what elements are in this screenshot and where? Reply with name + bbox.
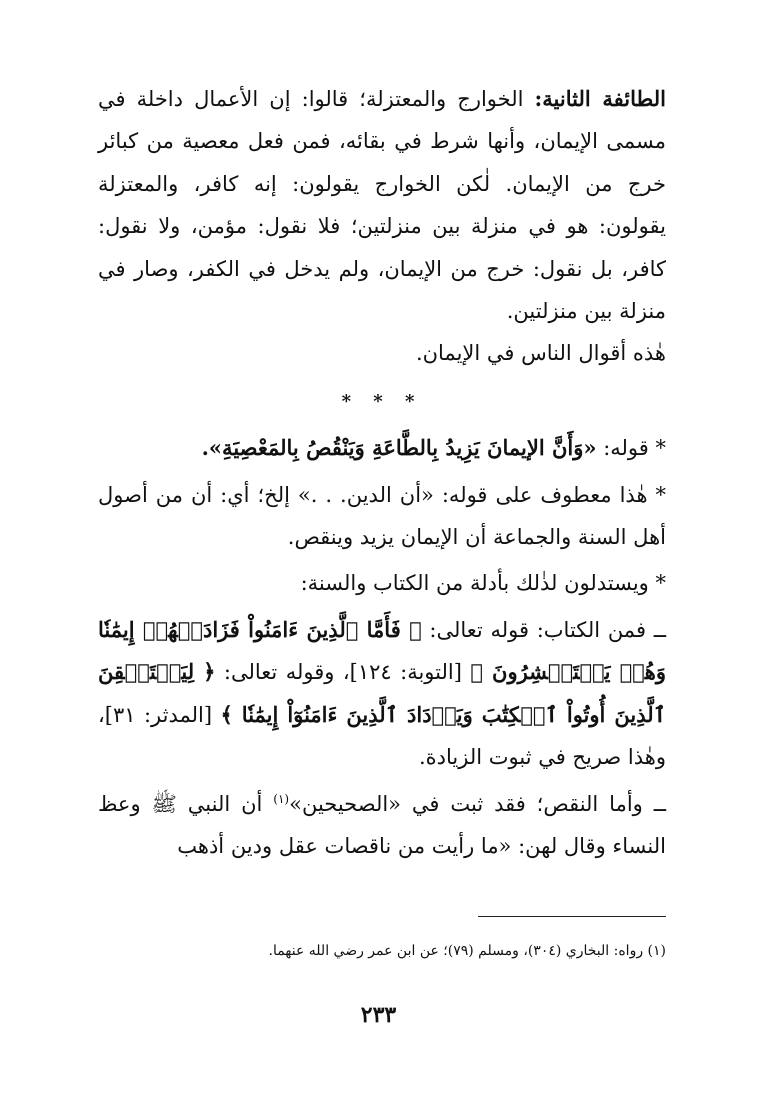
verse-muddaththir-ref: [المدثر: ٣١]، وهٰذا صريح في ثبوت الزيادة.	[98, 702, 666, 770]
footnote: (١) رواه: البخاري (٣٠٤)، ومسلم (٧٩)؛ عن ابن عمر رضي الله عنهما.	[268, 943, 666, 959]
paragraph-explanation: * هٰذا معطوف على قوله: «أن الدين. . .» إلخ؛ أي: أن من أصول أهل السنة والجماعة أن الإيمان يزيد وينقص.	[98, 482, 666, 550]
paragraph-label: الطائفة الثانية:	[534, 86, 666, 111]
paragraph-sunnah-evidence	[98, 783, 666, 868]
paragraph-quran-evidence	[98, 609, 666, 779]
sunnah-lead: ــ وأما النقص؛ فقد ثبت في «الصحيحين»	[289, 791, 667, 816]
footnote-reference[interactable]: (١)	[273, 791, 290, 806]
main-text	[98, 78, 666, 867]
matn-prefix: * قوله:	[596, 436, 666, 461]
verse-tawbah-ref: [التوبة: ١٢٤]، وقوله تعالى:	[215, 660, 471, 685]
sunnah-body: أن النبي ﷺ وعظ النساء وقال لهن: «ما رأيت من ناقصات عقل ودين أذهب	[98, 791, 666, 858]
matn-quote: «وَأَنَّ الإيمانَ يَزِيدُ بِالطَّاعَةِ وَيَنْقُصُ بِالمَعْصِيَةِ».	[201, 435, 597, 461]
paragraph-body: الخوارج والمعتزلة؛ قالوا: إن الأعمال داخلة في مسمى الإيمان، وأنها شرط في بقائه، فمن فعل معصية من كبائر خرج من الإيمان. لٰكن الخوارج يقولون: إنه كافر، والمعتزلة يقولون: هو في منزلة بين منزلتين؛ فلا نقول: مؤمن، ولا نقول: كافر، بل نقول: خرج من الإيمان، ولم يدخل في الكفر، وصار في منزلة بين منزلتين.	[98, 87, 666, 324]
matn-line	[98, 427, 666, 469]
verse-muddaththir: ﴿ لِيَسۡتَيۡقِنَ ٱلَّذِينَ أُوتُواْ ٱلۡكِتَٰبَ وَيَزۡدَادَ ٱلَّذِينَ ءَامَنُوٓاْ إِيمَٰنٗا ﴾	[98, 659, 666, 727]
footnote-divider	[478, 916, 666, 917]
page-number: ٢٣٣	[360, 1002, 397, 1028]
verse-tawbah: ﴿ فَأَمَّا ٱلَّذِينَ ءَامَنُواْ فَزَادَتۡهُمۡ إِيمَٰنٗا وَهُمۡ يَسۡتَبۡشِرُونَ ﴾	[98, 616, 666, 685]
paragraph-summary: هٰذه أقوال الناس في الإيمان.	[415, 341, 666, 366]
paragraph-evidence-intro: * ويستدلون لذٰلك بأدلة من الكتاب والسنة:	[300, 571, 666, 596]
evidence-lead: ــ فمن الكتاب: قوله تعالى:	[421, 617, 666, 642]
section-separator: * * *	[341, 390, 423, 412]
paragraph-second-group	[98, 78, 666, 332]
